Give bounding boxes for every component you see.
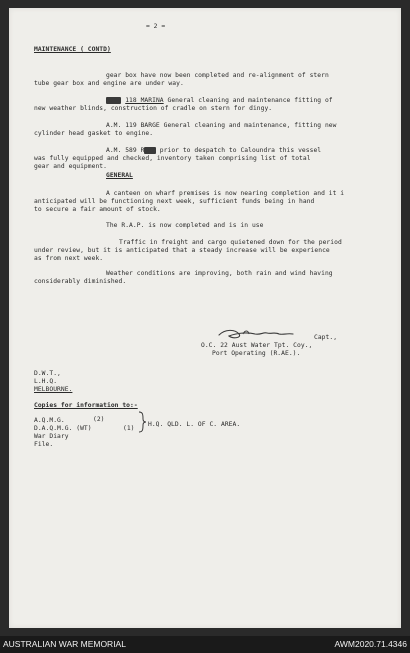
copies-destination: H.Q. QLD. L. OF C. AREA. [148, 421, 241, 428]
signature-unit: O.C. 22 Aust Water Tpt. Coy., [201, 342, 313, 349]
para5-line3: to secure a fair amount of stock. [34, 206, 161, 213]
addressee-line1: D.W.T., [34, 370, 61, 377]
document-page [9, 8, 401, 628]
para5-line1: A canteen on wharf premises is now nearing completion and it i [106, 190, 345, 197]
para3-line1: A.M. 119 BARGE General cleaning and maintenance, fitting new [106, 122, 337, 129]
para5-line2: anticipated will be functioning next week, sufficient funds being in hand [34, 198, 315, 205]
copies-heading: Copies for information to:- [34, 402, 138, 409]
struck-text: SEX [144, 147, 156, 154]
para1-line2: tube gear box and engine are under way. [34, 80, 184, 87]
archive-footer [0, 636, 410, 653]
copy-recipient: War Diary [34, 433, 69, 440]
struck-text: A.M. [106, 97, 122, 104]
para4-line3: gear and equipment. [34, 163, 107, 170]
para1-line1: gear box have now been completed and re-alignment of stern [106, 72, 329, 79]
para7-line1: Traffic in freight and cargo quietened down for the period [119, 239, 342, 246]
signature-branch: Port Operating (R.AE.). [212, 350, 301, 357]
para8-line1: Weather conditions are improving, both rain and wind having [106, 270, 333, 277]
handwritten-signature [217, 326, 295, 342]
para3-line2: cylinder head gasket to engine. [34, 130, 154, 137]
para4-line2: was fully equipped and checked, inventory taken comprising list of total [34, 155, 311, 162]
para7-line3: as from next week. [34, 255, 104, 262]
para4-line1: A.M. 589 RSEX prior to despatch to Caloundra this vessel [106, 147, 322, 154]
page-number: = 2 = [146, 23, 166, 30]
heading-general: GENERAL [106, 172, 133, 179]
copy-recipient: D.A.Q.M.G. (WT) [34, 425, 92, 432]
addressee-line2: L.H.Q. [34, 378, 58, 385]
copy-recipient: File. [34, 441, 54, 448]
footer-institution: AUSTRALIAN WAR MEMORIAL [3, 639, 126, 649]
heading-maintenance: MAINTENANCE ( CONTD) [34, 46, 111, 53]
signature-rank: Capt., [314, 334, 338, 341]
footer-accession-number: AWM2020.71.4346 [334, 639, 407, 649]
para7-line2: under review, but it is anticipated that a steady increase will be experience [34, 247, 330, 254]
para2-line1: A.M. 118 MARINA General cleaning and maintenance fitting of [106, 97, 333, 104]
para2-line2: new weather blinds, construction of cradle on stern for dingy. [34, 105, 273, 112]
vessel-name: 118 MARINA [125, 97, 164, 104]
copy-count: (2) [93, 416, 105, 423]
addressee-line3: MELBOURNE. [34, 386, 73, 393]
copy-count: (1) [123, 425, 135, 432]
para8-line2: considerably diminished. [34, 278, 127, 285]
copy-recipient: A.Q.M.G. [34, 417, 65, 424]
para6: The R.A.P. is now completed and is in use [106, 222, 264, 229]
brace-icon [137, 411, 147, 433]
